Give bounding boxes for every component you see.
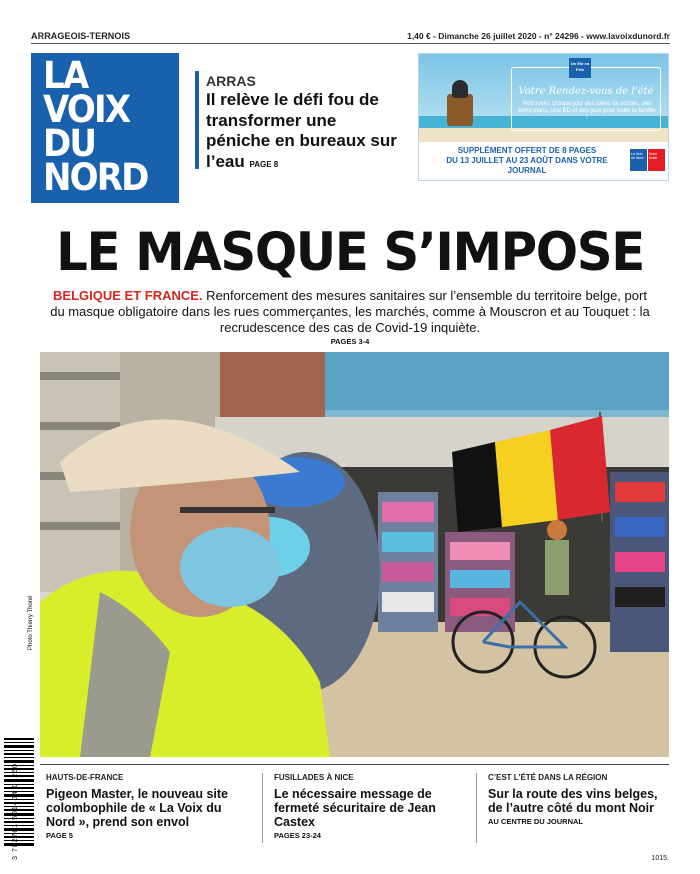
- main-page-ref: PAGES 3-4: [330, 337, 370, 346]
- barcode-number: 3 782761 501404 07260: [12, 763, 19, 860]
- photo-flag-black: [452, 442, 502, 532]
- logo-text: [43, 54, 148, 199]
- photo-glasses: [180, 507, 275, 513]
- photo-sandals: [382, 532, 434, 552]
- photo-woman-head: [547, 520, 567, 540]
- story-kicker: HAUTS-DE-FRANCE: [46, 773, 124, 782]
- story-divider: [262, 773, 263, 843]
- masthead-logo[interactable]: [31, 53, 179, 203]
- photo-hats: [615, 517, 665, 537]
- story-page-ref: AU CENTRE DU JOURNAL: [488, 817, 584, 826]
- story-title: Sur la route des vins belges, de l’autre côté du mont Noir: [488, 787, 658, 815]
- logo-line: NORD: [43, 156, 148, 199]
- photo-sandals: [382, 592, 434, 612]
- photo-mask: [180, 527, 280, 607]
- main-deck: [50, 288, 650, 336]
- logo-line: VOIX: [43, 88, 130, 131]
- story-title: Pigeon Master, le nouveau site colombophile de « La Voix du Nord », prend son envol: [46, 787, 229, 829]
- promo-logo-voix: La Voix du Nord: [630, 149, 647, 171]
- photo-hats: [615, 552, 665, 572]
- story-item[interactable]: [274, 773, 454, 840]
- main-headline[interactable]: LE MASQUE S’IMPOSE: [56, 222, 644, 283]
- dateline: 1,40 € - Dimanche 26 juillet 2020 - n° 24296 - www.lavoixdunord.fr: [407, 31, 670, 41]
- photo-balcony: [40, 372, 120, 380]
- photo-hats: [615, 482, 665, 502]
- photo-sandals: [450, 570, 510, 588]
- teaser-page-ref: PAGE 8: [249, 159, 279, 169]
- deck-kicker: BELGIQUE ET FRANCE.: [53, 288, 203, 303]
- header-rule: [31, 43, 670, 44]
- promo-headline: Votre Rendez-vous de l’été: [518, 86, 654, 97]
- promo-footer-line: SUPPLÉMENT OFFERT DE 8 PAGES: [457, 146, 597, 155]
- photo-balcony: [40, 422, 120, 430]
- photo-illustration: [40, 352, 669, 757]
- photo-flag-yellow: [495, 430, 558, 527]
- promo-footer-line: DU 13 JUILLET AU 23 AOÛT DANS VOTRE JOURNAL: [446, 156, 608, 175]
- promo-badge: Un Été en Fête: [569, 58, 591, 78]
- teaser-kicker: ARRAS: [206, 73, 256, 89]
- logo-line: DU: [43, 122, 96, 165]
- teaser-accent-bar: [195, 71, 199, 169]
- photo-sandals: [450, 542, 510, 560]
- bottom-stories: [40, 764, 669, 844]
- edition-label: ARRAGEOIS-TERNOIS: [31, 31, 131, 41]
- person-icon: [452, 80, 468, 98]
- photo-woman-body: [545, 540, 569, 595]
- summer-promo-ad[interactable]: [418, 53, 669, 181]
- story-kicker: FUSILLADES À NICE: [274, 773, 354, 782]
- barcode-icon: [4, 738, 34, 848]
- story-page-ref: PAGES 23-24: [274, 831, 321, 840]
- promo-logo-nordeclair: Nord éclair: [648, 149, 665, 171]
- photo-sandals: [382, 562, 434, 582]
- photo-brick-wall: [215, 352, 325, 422]
- teaser-headline[interactable]: [206, 90, 401, 175]
- story-divider: [476, 773, 477, 843]
- logo-line: LA: [43, 54, 88, 97]
- deck-text: Renforcement des mesures sanitaires sur l’ensemble du territoire belge, port du masque obligatoire dans les rues commerçantes, les marchés, comme à Mouscron et au Touquet : la recrudescence des cas de Covid-19 inquiète.: [50, 288, 650, 335]
- photo-credit: Photo Thierry Thorel: [28, 595, 34, 650]
- promo-footer: [427, 146, 627, 176]
- story-item[interactable]: [488, 773, 668, 826]
- main-photo[interactable]: [40, 352, 669, 757]
- teaser-title-text: Il relève le défi fou de transformer une péniche en bureaux sur l’eau: [206, 90, 397, 171]
- story-page-ref: PAGE 5: [46, 831, 73, 840]
- story-item[interactable]: [46, 773, 246, 840]
- beach-chair-icon: [447, 94, 473, 126]
- photo-glass-facade: [320, 352, 669, 410]
- story-title: Le nécessaire message de fermeté sécuritaire de Jean Castex: [274, 787, 436, 829]
- photo-hats: [615, 587, 665, 607]
- photo-sandals: [382, 502, 434, 522]
- promo-body: Retrouvez chaque jour des idées de sorties, des bons plans, une BD et des jeux pour toute la famille !: [518, 101, 656, 121]
- photo-balcony: [40, 522, 120, 530]
- photo-flag-red: [550, 416, 610, 520]
- issue-code: 1015.: [651, 855, 669, 862]
- story-kicker: C’EST L’ÉTÉ DANS LA RÉGION: [488, 773, 608, 782]
